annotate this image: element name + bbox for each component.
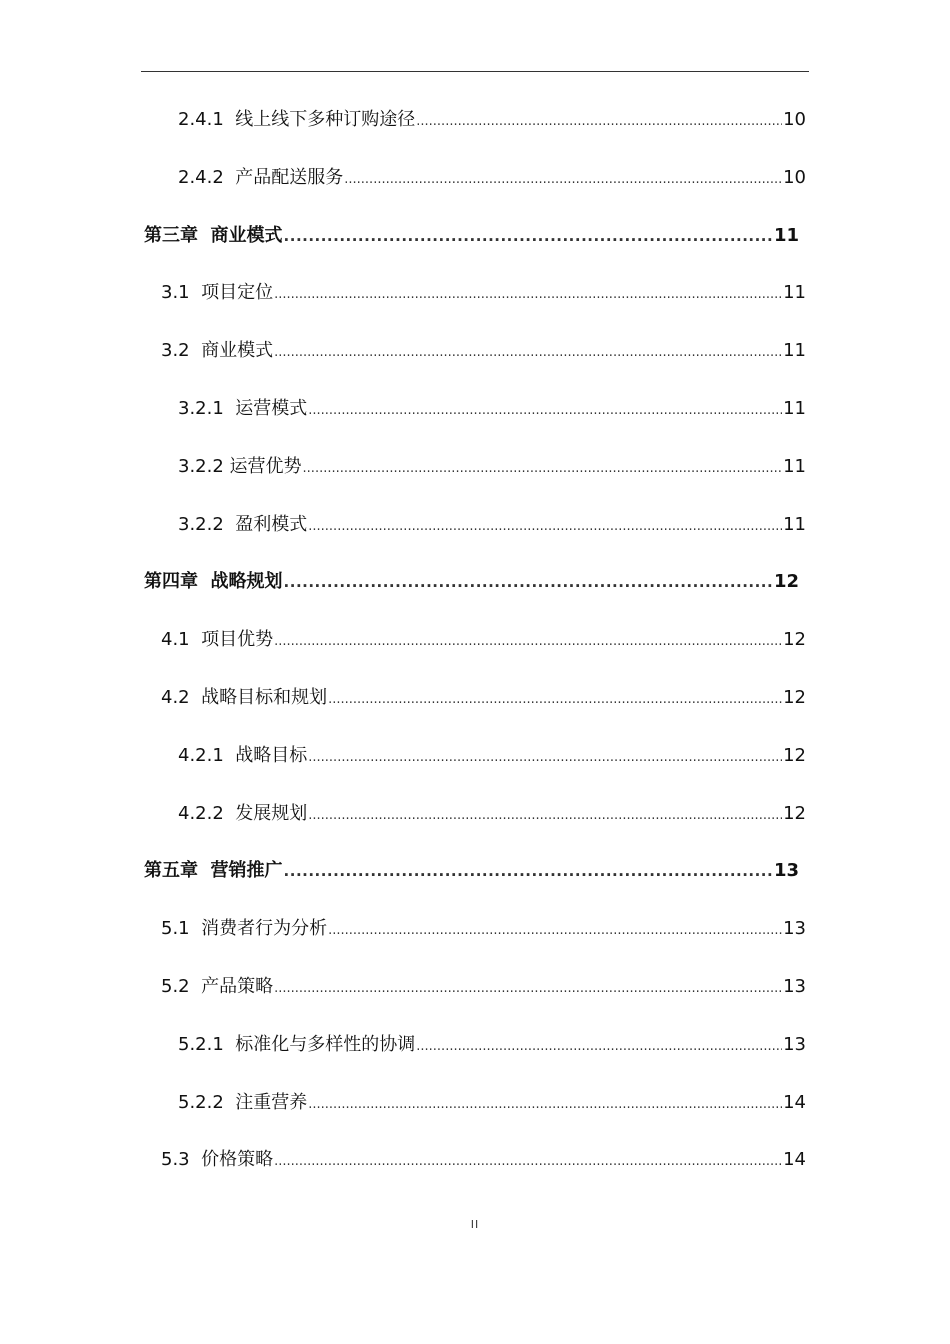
toc-entry-text: 战略目标和规划 [201,687,328,708]
toc-entry-level-2[interactable] [161,279,806,307]
toc-entry-text: 产品配送服务 [235,167,344,188]
toc-entry-text: 运营优势 [229,456,302,477]
toc-entry-title [144,857,283,885]
toc-dot-leader [308,511,782,541]
toc-entry-text: 商业模式 [210,225,283,246]
toc-entry-title [161,684,327,712]
toc-entry-title [178,453,302,481]
toc-entry-text: 项目优势 [201,629,274,650]
toc-entry-text: 商业模式 [201,340,274,361]
toc-entry-text: 线上线下多种订购途径 [235,109,416,130]
toc-entry-text: 战略规划 [210,571,283,592]
toc-entry-page: 11 [773,225,799,246]
toc-dot-leader [274,626,782,656]
toc-dot-leader [416,106,782,136]
toc-entry-text: 盈利模式 [235,514,308,535]
toc-dot-leader [274,337,782,367]
toc-entry-level-1[interactable] [144,222,799,250]
toc-entry-page: 11 [783,282,806,303]
toc-entry-title [161,279,273,307]
toc-entry-title [178,1089,307,1117]
toc-dot-leader [308,395,782,425]
toc-entry-title [178,800,307,828]
toc-dot-leader [274,279,782,309]
toc-entry-level-3[interactable] [178,1031,806,1059]
toc-entry-number: 2.4.1 [178,109,224,130]
toc-entry-level-3[interactable] [178,164,806,192]
toc-entry-title [178,395,307,423]
toc-dot-leader [308,1089,782,1119]
toc-entry-level-3[interactable] [178,453,806,481]
toc-entry-page: 11 [783,514,806,535]
toc-entry-page: 11 [783,456,806,477]
toc-entry-title [161,1146,273,1174]
toc-dot-leader [328,684,782,714]
toc-entry-text: 标准化与多样性的协调 [235,1034,416,1055]
toc-entry-level-3[interactable] [178,1089,806,1117]
toc-entry-text: 注重营养 [235,1092,308,1113]
toc-entry-number: 3.2 [161,340,190,361]
toc-entry-page: 10 [783,109,806,130]
toc-dot-leader [416,1031,782,1061]
toc-entry-number: 3.1 [161,282,190,303]
toc-entry-page: 13 [773,860,799,881]
toc-entry-level-2[interactable] [161,337,806,365]
toc-dot-leader [284,857,773,885]
toc-entry-text: 发展规划 [235,803,308,824]
toc-entry-number: 5.2.1 [178,1034,224,1055]
toc-dot-leader [274,1146,782,1176]
toc-entry-page: 12 [783,629,806,650]
toc-entry-number: 第三章 [144,225,198,246]
toc-entry-title [161,626,273,654]
toc-entry-number: 3.2.2 [178,514,224,535]
toc-entry-page: 11 [783,398,806,419]
toc-entry-level-2[interactable] [161,684,806,712]
toc-entry-level-3[interactable] [178,106,806,134]
toc-entry-page: 10 [783,167,806,188]
toc-entry-number: 5.2.2 [178,1092,224,1113]
toc-entry-number: 3.2.2 [178,456,224,477]
toc-entry-page: 13 [783,1034,806,1055]
toc-entry-title [178,164,343,192]
toc-entry-number: 5.3 [161,1149,190,1170]
toc-entry-title [178,742,307,770]
toc-entry-page: 14 [783,1092,806,1113]
toc-entry-page: 11 [783,340,806,361]
toc-entry-level-3[interactable] [178,511,806,539]
toc-entry-page: 12 [773,571,799,592]
toc-entry-level-2[interactable] [161,915,806,943]
toc-entry-page: 13 [783,918,806,939]
toc-entry-number: 第四章 [144,571,198,592]
toc-entry-title [161,337,273,365]
toc-entry-title [144,222,283,250]
toc-entry-text: 营销推广 [210,860,283,881]
page-number: II [470,1218,480,1231]
toc-entry-number: 第五章 [144,860,198,881]
toc-entry-page: 13 [783,976,806,997]
toc-entry-title [161,915,327,943]
toc-entry-text: 价格策略 [201,1149,274,1170]
toc-entry-level-2[interactable] [161,973,806,1001]
toc-entry-title [178,1031,415,1059]
toc-dot-leader [303,453,783,483]
toc-entry-number: 3.2.1 [178,398,224,419]
toc-entry-page: 12 [783,745,806,766]
toc-entry-title [161,973,273,1001]
toc-entry-level-2[interactable] [161,626,806,654]
toc-entry-title [144,568,283,596]
toc-entry-title [178,511,307,539]
toc-entry-text: 项目定位 [201,282,274,303]
toc-entry-level-1[interactable] [144,568,799,596]
toc-entry-level-2[interactable] [161,1146,806,1174]
toc-entry-text: 消费者行为分析 [201,918,328,939]
toc-entry-level-3[interactable] [178,395,806,423]
toc-entry-level-3[interactable] [178,742,806,770]
toc-dot-leader [308,800,782,830]
toc-dot-leader [284,222,773,250]
toc-entry-number: 4.1 [161,629,190,650]
toc-dot-leader [328,915,782,945]
toc-entry-number: 2.4.2 [178,167,224,188]
toc-entry-number: 5.2 [161,976,190,997]
toc-entry-text: 产品策略 [201,976,274,997]
toc-dot-leader [308,742,782,772]
toc-entry-number: 4.2.2 [178,803,224,824]
toc-entry-page: 14 [783,1149,806,1170]
toc-entry-level-3[interactable] [178,800,806,828]
toc-dot-leader [284,568,773,596]
toc-entry-text: 战略目标 [235,745,308,766]
toc-entry-title [178,106,415,134]
toc-entry-number: 5.1 [161,918,190,939]
toc-entry-number: 4.2.1 [178,745,224,766]
toc-dot-leader [274,973,782,1003]
toc-entry-number: 4.2 [161,687,190,708]
toc-dot-leader [344,164,782,194]
toc-entry-page: 12 [783,687,806,708]
toc-entry-page: 12 [783,803,806,824]
toc-entry-level-1[interactable] [144,857,799,885]
toc-entry-text: 运营模式 [235,398,308,419]
